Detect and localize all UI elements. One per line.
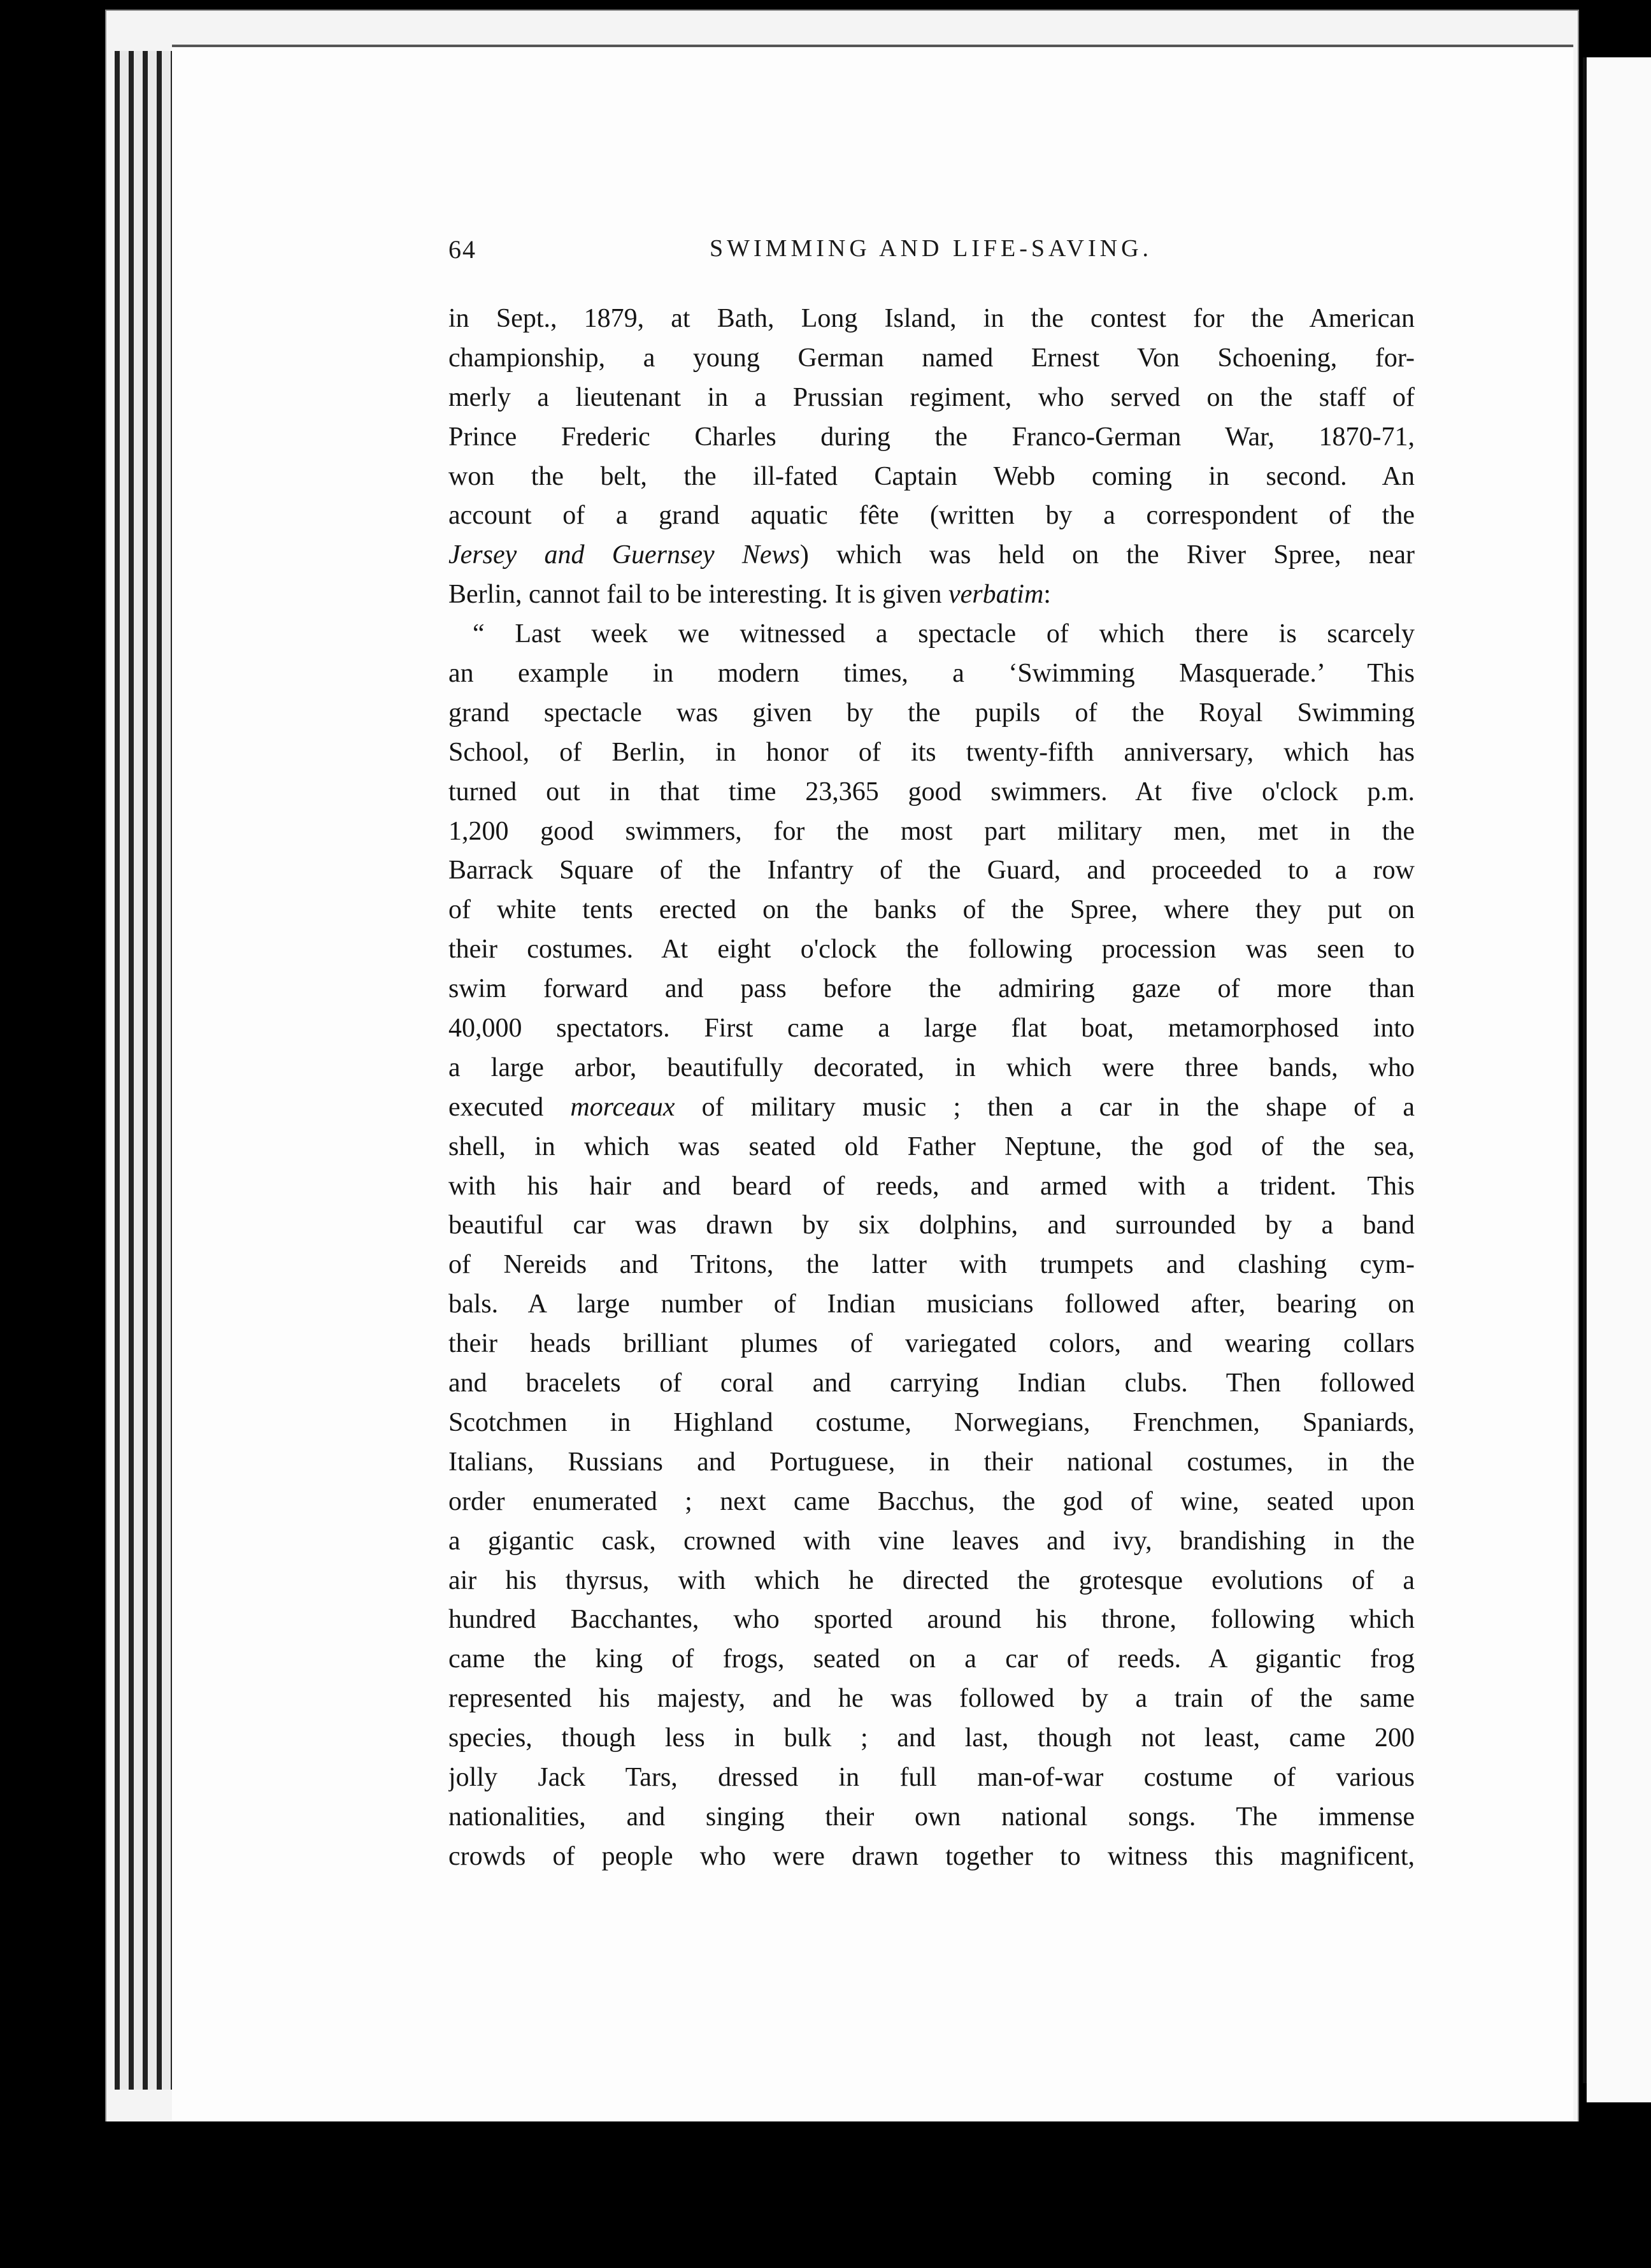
text-line: their costumes. At eight o'clock the following procession was seen to	[448, 935, 1415, 965]
text-line: nationalities, and singing their own national songs. The immense	[448, 1802, 1415, 1832]
text-line: a gigantic cask, crowned with vine leaves and ivy, brandishing in the	[448, 1526, 1415, 1556]
text-line: championship, a young German named Ernest Von Schoening, for-	[448, 343, 1415, 373]
text-line: shell, in which was seated old Father Neptune, the god of the sea,	[448, 1131, 1415, 1161]
text-line: and bracelets of coral and carrying Indian clubs. Then followed	[448, 1368, 1415, 1398]
page-number: 64	[448, 235, 476, 264]
text-line: 40,000 spectators. First came a large flat boat, metamorphosed into	[448, 1014, 1415, 1044]
text-line: an example in modern times, a ‘Swimming Masquerade.’ This	[448, 659, 1415, 689]
text-line: order enumerated ; next came Bacchus, the god of wine, seated upon	[448, 1486, 1415, 1516]
text-line: Italians, Russians and Portuguese, in their national costumes, in the	[448, 1447, 1415, 1477]
text-line: Scotchmen in Highland costume, Norwegians, Frenchmen, Spaniards,	[448, 1407, 1415, 1437]
text-line: Barrack Square of the Infantry of the Guard, and proceeded to a row	[448, 856, 1415, 886]
running-head	[448, 234, 1415, 273]
text-line: a large arbor, beautifully decorated, in which were three bands, who	[448, 1052, 1415, 1082]
body-text	[448, 299, 1415, 1877]
text-line: of white tents erected on the banks of the Spree, where they put on	[448, 895, 1415, 925]
text-line	[448, 575, 1415, 615]
italic-phrase: Jersey and Guernsey News	[448, 540, 800, 570]
italic-phrase: verbatim	[948, 580, 1044, 610]
text-line: in Sept., 1879, at Bath, Long Island, in the contest for the American	[448, 304, 1415, 333]
text-line	[448, 536, 1415, 575]
text-line: crowds of people who were drawn together to witness this magnificent,	[448, 1841, 1415, 1871]
text-line: bals. A large number of Indian musicians followed after, bearing on	[448, 1289, 1415, 1319]
text-segment: executed	[448, 1092, 571, 1122]
text-line: account of a grand aquatic fête (written by a correspondent of the	[448, 501, 1415, 531]
text-line: represented his majesty, and he was followed by a train of the same	[448, 1684, 1415, 1714]
text-segment: ) which was held on the River Spree, near	[799, 540, 1415, 570]
text-line: hundred Bacchantes, who sported around his throne, following which	[448, 1605, 1415, 1635]
text-line: of Nereids and Tritons, the latter with trumpets and clashing cym-	[448, 1250, 1415, 1280]
text-line: beautiful car was drawn by six dolphins, and surrounded by a band	[448, 1210, 1415, 1240]
text-line: grand spectacle was given by the pupils of the Royal Swimming	[448, 698, 1415, 728]
page-edge-stack	[115, 51, 175, 2090]
text-line: jolly Jack Tars, dressed in full man-of-war costume of various	[448, 1762, 1415, 1792]
text-line: species, though less in bulk ; and last, though not least, came 200	[448, 1723, 1415, 1753]
scan-bottom-border	[0, 2121, 1651, 2268]
text-line: merly a lieutenant in a Prussian regiment, who served on the staff of	[448, 382, 1415, 412]
running-head-title: SWIMMING AND LIFE-SAVING.	[710, 235, 1153, 262]
text-line: 1,200 good swimmers, for the most part military men, met in the	[448, 816, 1415, 846]
text-line: won the belt, the ill-fated Captain Webb coming in second. An	[448, 461, 1415, 491]
text-line	[448, 1088, 1415, 1128]
paragraph-1	[448, 299, 1415, 615]
text-line: with his hair and beard of reeds, and armed with a trident. This	[448, 1171, 1415, 1201]
text-line: “ Last week we witnessed a spectacle of which there is scarcely	[473, 619, 1415, 649]
facing-page-edge	[1587, 57, 1651, 2102]
text-segment: :	[1043, 580, 1051, 610]
text-line: air his thyrsus, with which he directed the grotesque evolutions of a	[448, 1565, 1415, 1595]
text-line: turned out in that time 23,365 good swimmers. At five o'clock p.m.	[448, 777, 1415, 807]
text-line: their heads brilliant plumes of variegated colors, and wearing collars	[448, 1329, 1415, 1359]
text-line: came the king of frogs, seated on a car of reeds. A gigantic frog	[448, 1644, 1415, 1674]
text-segment: Berlin, cannot fail to be interesting. It is given	[448, 580, 948, 610]
text-segment: of military music ; then a car in the shape of a	[675, 1092, 1415, 1122]
italic-phrase: morceaux	[570, 1092, 675, 1122]
paragraph-2	[448, 615, 1415, 1877]
text-line: swim forward and pass before the admiring gaze of more than	[448, 974, 1415, 1004]
text-line: Prince Frederic Charles during the Franco-German War, 1870-71,	[448, 422, 1415, 452]
text-line: School, of Berlin, in honor of its twenty-fifth anniversary, which has	[448, 737, 1415, 767]
